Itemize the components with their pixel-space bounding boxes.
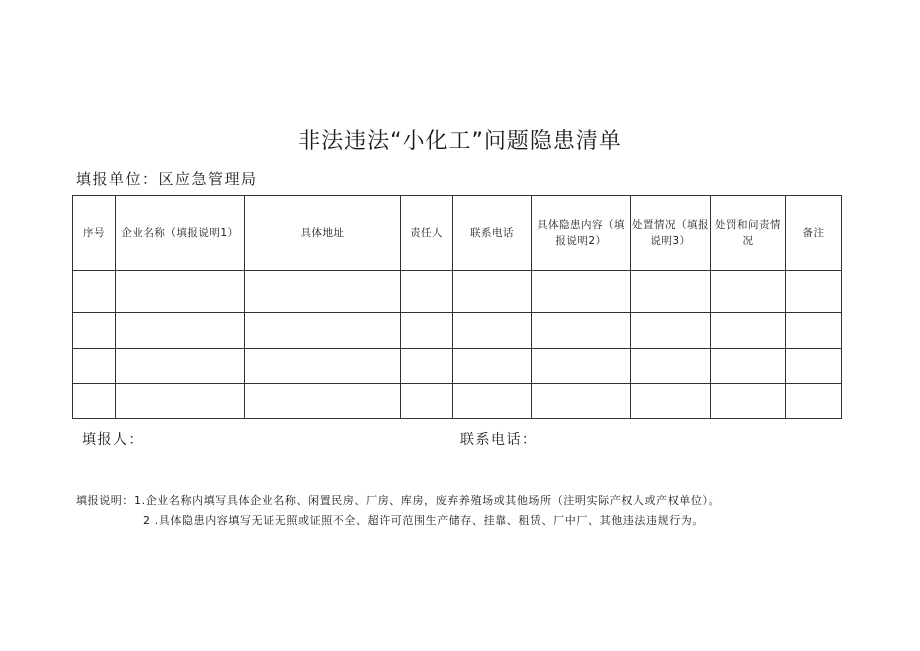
header-remarks: 备注 <box>786 196 842 271</box>
reporting-unit: 填报单位：区应急管理局 <box>76 170 258 188</box>
header-disposal-status: 处置情况（填报说明3） <box>631 196 711 271</box>
table-cell <box>401 349 453 384</box>
table-row <box>73 313 842 349</box>
header-serial-number: 序号 <box>73 196 116 271</box>
contact-phone-label: 联系电话： <box>460 432 538 448</box>
header-company-name: 企业名称（填报说明1） <box>116 196 245 271</box>
table-row <box>73 271 842 313</box>
table-cell <box>73 384 116 419</box>
header-hazard-content: 具体隐患内容（填报说明2） <box>532 196 631 271</box>
header-responsible-person: 责任人 <box>401 196 453 271</box>
table-cell <box>73 349 116 384</box>
table-row <box>73 349 842 384</box>
header-contact-phone: 联系电话 <box>453 196 532 271</box>
table-header-row <box>73 196 842 271</box>
table-cell <box>631 271 711 313</box>
header-penalty-accountability: 处罚和问责情况 <box>711 196 786 271</box>
table-cell <box>116 271 245 313</box>
table-cell <box>73 313 116 349</box>
table-cell <box>532 313 631 349</box>
table-cell <box>786 349 842 384</box>
table-cell <box>711 349 786 384</box>
table-row <box>73 384 842 419</box>
table-cell <box>711 384 786 419</box>
table-cell <box>786 313 842 349</box>
table-cell <box>245 271 401 313</box>
header-address: 具体地址 <box>245 196 401 271</box>
table-cell <box>401 271 453 313</box>
table-cell <box>631 349 711 384</box>
instruction-note-2: 2 .具体隐患内容填写无证无照或证照不全、超许可范围生产储存、挂靠、租赁、厂中厂、其他违法违规行为。 <box>143 514 704 527</box>
table-cell <box>532 349 631 384</box>
table-cell <box>711 271 786 313</box>
table-cell <box>631 313 711 349</box>
table-cell <box>631 384 711 419</box>
table-cell <box>116 384 245 419</box>
table-cell <box>73 271 116 313</box>
table-cell <box>786 384 842 419</box>
page-title: 非法违法“小化工”问题隐患清单 <box>298 129 622 154</box>
table-cell <box>245 384 401 419</box>
table-cell <box>245 349 401 384</box>
table-cell <box>401 384 453 419</box>
table-cell <box>453 384 532 419</box>
instruction-note-1: 填报说明：1.企业名称内填写具体企业名称、闲置民房、厂房、库房，废弃养殖场或其他场所（注明实际产权人或产权单位）。 <box>76 494 721 507</box>
table-cell <box>453 313 532 349</box>
table-cell <box>786 271 842 313</box>
table-cell <box>401 313 453 349</box>
table-cell <box>532 384 631 419</box>
table-cell <box>116 349 245 384</box>
table-cell <box>116 313 245 349</box>
table-cell <box>711 313 786 349</box>
table-cell <box>453 349 532 384</box>
table-cell <box>532 271 631 313</box>
hazard-list-table <box>72 195 842 419</box>
table-cell <box>245 313 401 349</box>
table-cell <box>453 271 532 313</box>
filler-label: 填报人： <box>82 432 144 448</box>
